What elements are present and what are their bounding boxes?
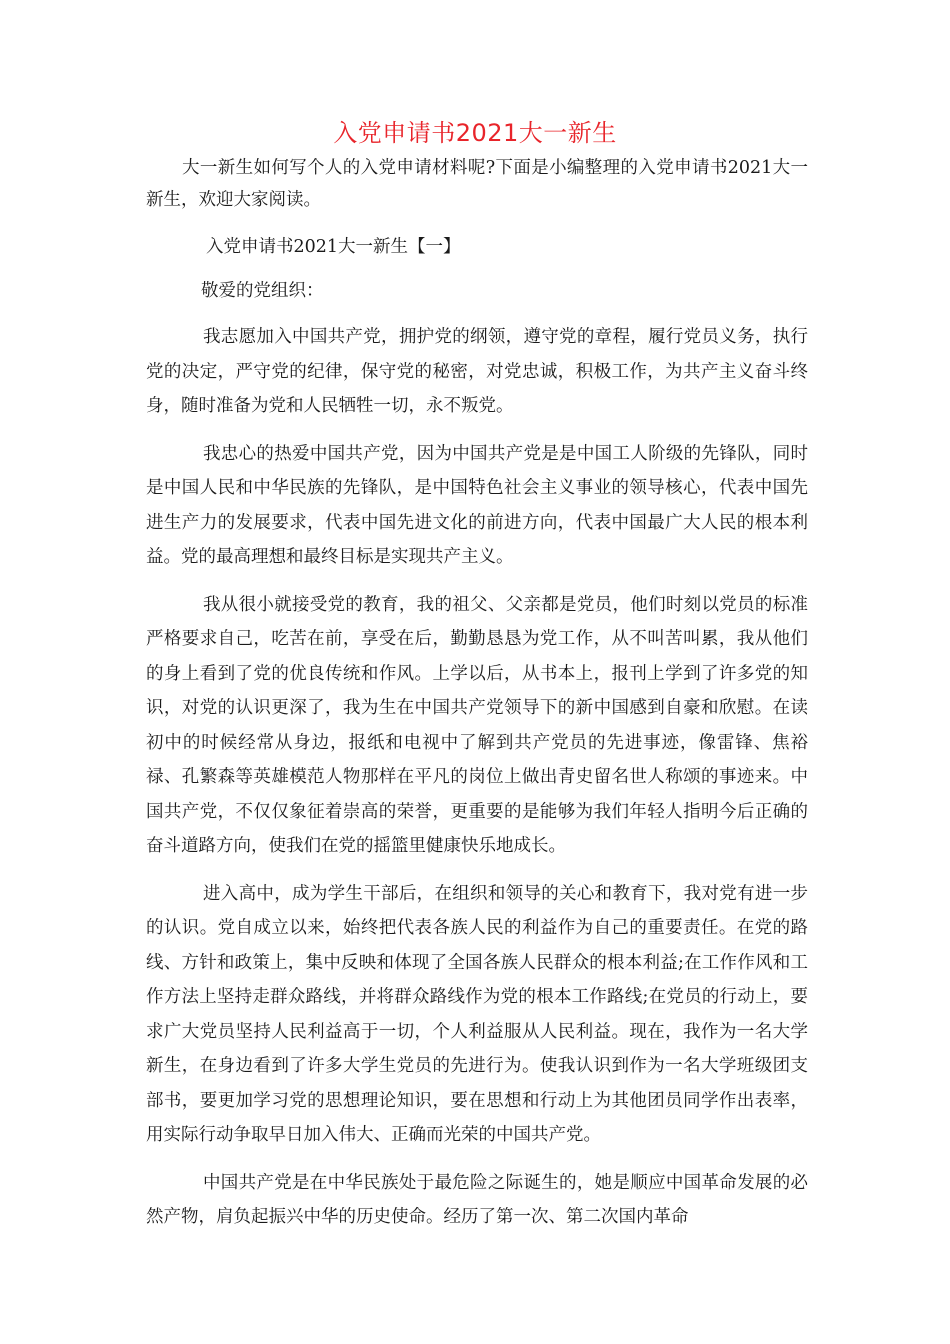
body-paragraph-5: 中国共产党是在中华民族处于最危险之际诞生的，她是顺应中国革命发展的必然产物，肩负起振兴中华的历史使命。经历了第一次、第二次国内革命 <box>146 1172 808 1227</box>
document-body <box>146 152 808 1235</box>
document-title: 入党申请书2021大一新生 <box>333 119 617 147</box>
body-paragraph-1: 我志愿加入中国共产党，拥护党的纲领，遵守党的章程，履行党员义务，执行党的决定，严守党的纪律，保守党的秘密，对党忠诚，积极工作，为共产主义奋斗终身，随时准备为党和人民牺牲一切，永不叛党。 <box>146 327 808 416</box>
section-heading: 入党申请书2021大一新生【一】 <box>206 237 461 257</box>
intro-paragraph: 大一新生如何写个人的入党申请材料呢?下面是小编整理的入党申请书2021大一新生，欢迎大家阅读。 <box>146 158 808 210</box>
body-paragraph-2: 我忠心的热爱中国共产党，因为中国共产党是是中国工人阶级的先锋队，同时是中国人民和中华民族的先锋队，是中国特色社会主义事业的领导核心，代表中国先进生产力的发展要求，代表中国先进文化的前进方向，代表中国最广大人民的根本利益。党的最高理想和最终目标是实现共产主义。 <box>146 443 808 567</box>
salutation: 敬爱的党组织： <box>201 281 324 301</box>
body-paragraph-3: 我从很小就接受党的教育，我的祖父、父亲都是党员，他们时刻以党员的标准严格要求自己，吃苦在前，享受在后，勤勤恳恳为党工作，从不叫苦叫累，我从他们的身上看到了党的优良传统和作风。上学以后，从书本上，报刊上学到了许多党的知识，对党的认识更深了，我为生在中国共产党领导下的新中国感到自豪和欣慰。在读初中的时候经常从身边，报纸和电视中了解到共产党员的先进事迹，像雷锋、焦裕禄、孔繁森等英雄模范人物那样在平凡的岗位上做出青史留名世人称颂的事迹来。中国共产党，不仅仅象征着崇高的荣誉，更重要的是能够为我们年轻人指明今后正确的奋斗道路方向，使我们在党的摇篮里健康快乐地成长。 <box>146 594 808 856</box>
body-paragraph-4: 进入高中，成为学生干部后，在组织和领导的关心和教育下，我对党有进一步的认识。党自成立以来，始终把代表各族人民的利益作为自己的重要责任。在党的路线、方针和政策上，集中反映和体现了全国各族人民群众的根本利益;在工作作风和工作方法上坚持走群众路线，并将群众路线作为党的根本工作路线;在党员的行动上，要求广大党员坚持人民利益高于一切，个人利益服从人民利益。现在，我作为一名大学新生，在身边看到了许多大学生党员的先进行为。使我认识到作为一名大学班级团支部书，要更加学习党的思想理论知识，要在思想和行动上为其他团员同学作出表率，用实际行动争取早日加入伟大、正确而光荣的中国共产党。 <box>146 883 808 1145</box>
